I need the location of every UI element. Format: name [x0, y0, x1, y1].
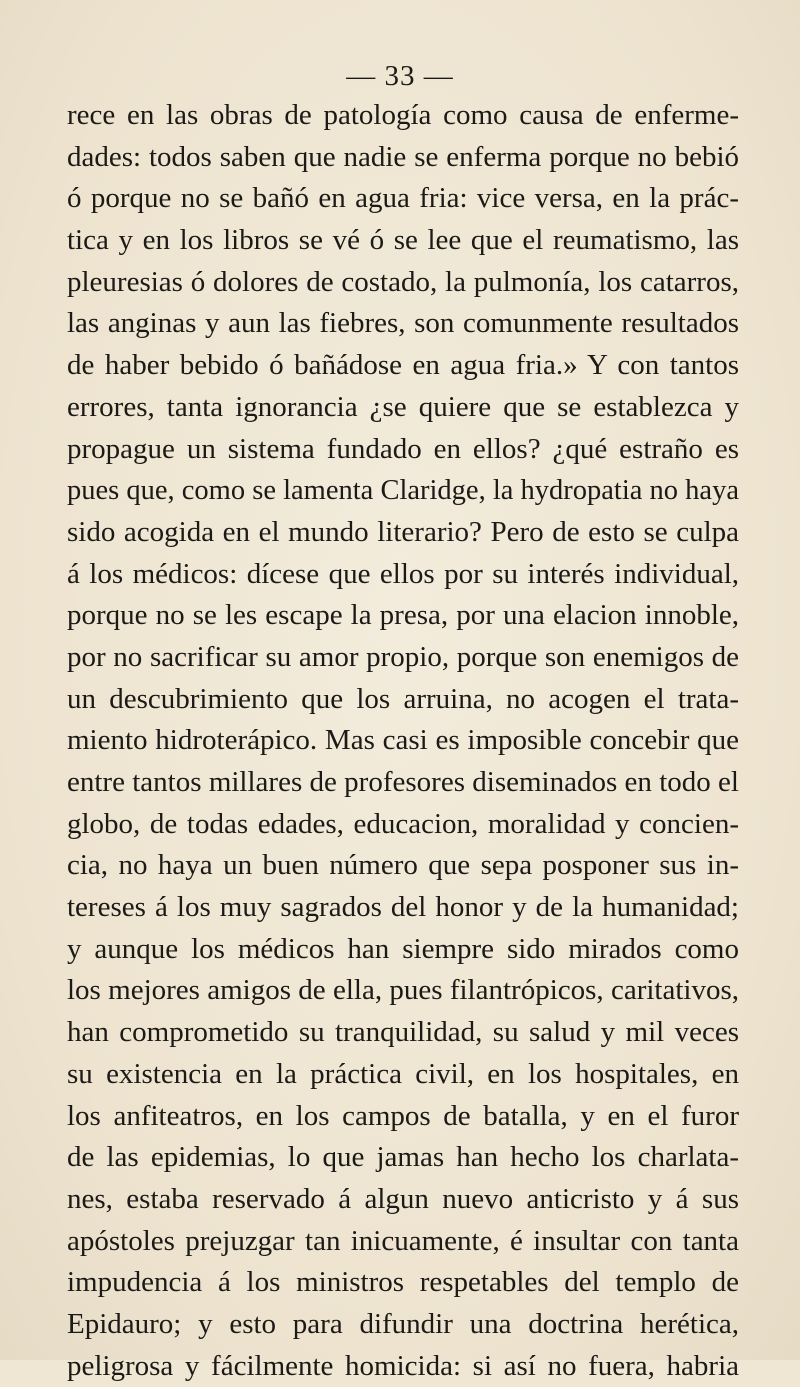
text-line: propague un sistema fundado en ellos? ¿qué estraño es: [67, 432, 739, 465]
text-line: pues que, como se lamenta Claridge, la hydropatia no haya: [67, 475, 739, 507]
text-line: dades: todos saben que nadie se enferma porque no bebió: [67, 140, 739, 173]
text-line: tica y en los libros se vé ó se lee que el reumatismo, las: [67, 224, 739, 257]
text-line: Epidauro; y esto para difundir una doctrina herética,: [67, 1307, 739, 1340]
text-line: por no sacrificar su amor propio, porque son enemigos de: [67, 640, 739, 673]
text-line: y aunque los médicos han siempre sido mirados como: [67, 932, 739, 965]
text-line: cia, no haya un buen número que sepa posponer sus in-: [67, 849, 739, 882]
text-line: su existencia en la práctica civil, en los hospitales, en: [67, 1057, 739, 1090]
text-line: nes, estaba reservado á algun nuevo anticristo y á sus: [67, 1182, 739, 1215]
page-number: — 33 —: [346, 60, 454, 92]
text-line: tereses á los muy sagrados del honor y de la humanidad;: [67, 891, 739, 924]
text-line: á los médicos: dícese que ellos por su interés individual,: [67, 557, 739, 590]
text-line: de haber bebido ó bañádose en agua fria.» Y con tantos: [67, 349, 739, 382]
body-text: [67, 95, 739, 1387]
text-line: entre tantos millares de profesores diseminados en todo el: [67, 766, 739, 798]
text-line: errores, tanta ignorancia ¿se quiere que se establezca y: [67, 390, 739, 423]
text-line: impudencia á los ministros respetables del templo de: [67, 1266, 739, 1299]
text-line: los mejores amigos de ella, pues filantrópicos, caritativos,: [67, 974, 739, 1007]
text-line: sido acogida en el mundo literario? Pero de esto se culpa: [67, 515, 739, 548]
text-line: pleuresias ó dolores de costado, la pulmonía, los catarros,: [67, 265, 739, 298]
text-line: rece en las obras de patología como causa de enferme-: [67, 99, 739, 131]
text-line: ó porque no se bañó en agua fria: vice versa, en la prác-: [67, 182, 739, 215]
text-line: miento hidroterápico. Mas casi es imposible concebir que: [67, 724, 739, 757]
text-line: apóstoles prejuzgar tan inicuamente, é insultar con tanta: [67, 1224, 739, 1257]
text-line: los anfiteatros, en los campos de batalla, y en el furor: [67, 1099, 739, 1132]
text-line: globo, de todas edades, educacion, moralidad y concien-: [67, 807, 739, 840]
text-line: de las epidemias, lo que jamas han hecho los charlata-: [67, 1141, 739, 1174]
text-line: peligrosa y fácilmente homicida: si así no fuera, habria: [67, 1349, 739, 1382]
text-line: porque no se les escape la presa, por una elacion innoble,: [67, 599, 739, 632]
text-line: las anginas y aun las fiebres, son comunmente resultados: [67, 307, 739, 340]
text-line: un descubrimiento que los arruina, no acogen el trata-: [67, 682, 739, 715]
text-line: han comprometido su tranquilidad, su salud y mil veces: [67, 1016, 739, 1049]
